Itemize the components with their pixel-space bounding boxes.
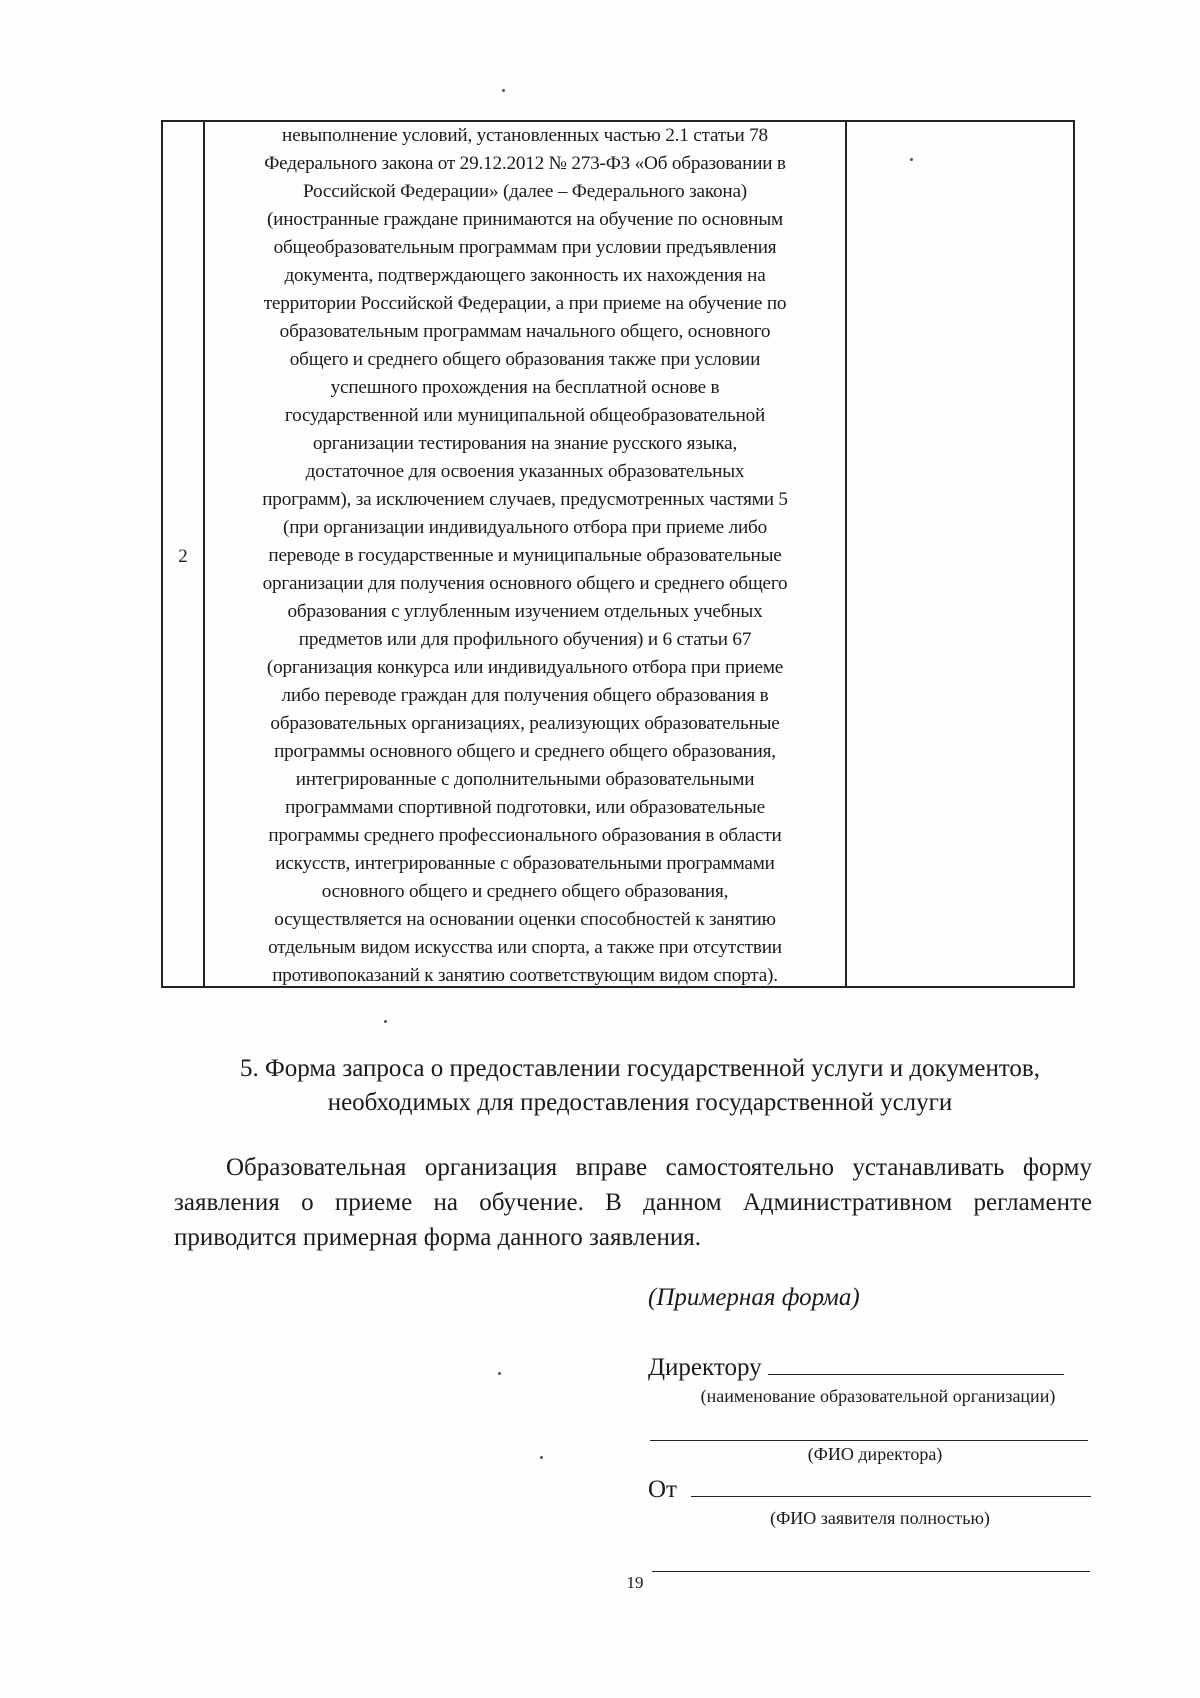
condition-text-line: (при организации индивидуального отбора при приеме либо: [283, 517, 767, 538]
from-line: [648, 1476, 1091, 1504]
condition-text-line: организации для получения основного общего и среднего общего: [262, 573, 788, 594]
condition-text-line: отдельным видом искусства или спорта, а также при отсутствии: [268, 937, 782, 958]
condition-text-line: успешного прохождения на бесплатной основе в: [330, 377, 720, 398]
from-label: От: [648, 1476, 677, 1503]
row-number-cell: [163, 122, 205, 986]
scan-speck: [540, 1456, 543, 1459]
section-paragraph: Образовательная организация вправе самостоятельно устанавливать форму заявления о приеме на обучение. В данном Административном регламенте приводится примерная форма данного заявления.: [174, 1154, 1092, 1251]
condition-text-line: образовательным программам начального общего, основного: [279, 321, 771, 342]
condition-text-line: (иностранные граждане принимаются на обучение по основным: [266, 209, 783, 230]
scan-speck: [910, 158, 913, 161]
condition-text-line: программы основного общего и среднего общего образования,: [274, 741, 776, 762]
director-fio-blank[interactable]: [650, 1440, 1088, 1441]
condition-text-line: основного общего и среднего общего образования,: [321, 881, 729, 902]
condition-text-line: либо переводе граждан для получения общего образования в: [281, 685, 769, 706]
condition-text-line: (организация конкурса или индивидуального отбора при приеме: [266, 657, 784, 678]
director-fio-hint: (ФИО директора): [807, 1444, 943, 1464]
condition-text-line: государственной или муниципальной общеобразовательной: [284, 405, 766, 426]
applicant-extra-blank[interactable]: [652, 1571, 1090, 1572]
condition-text-line: программами спортивной подготовки, или образовательные: [285, 797, 765, 818]
condition-text-line: общеобразовательным программам при условии предъявления: [273, 237, 777, 258]
org-hint: (наименование образовательной организации): [700, 1386, 1056, 1406]
empty-cell: [847, 122, 1073, 986]
condition-text-line: территории Российской Федерации, а при приеме на обучение по: [263, 293, 787, 314]
condition-text-line: противопоказаний к занятию соответствующим видом спорта).: [272, 965, 778, 986]
applicant-fio-blank[interactable]: [691, 1476, 1091, 1497]
director-line: [648, 1354, 1064, 1382]
section-heading-line-1: 5. Форма запроса о предоставлении государственной услуги и документов,: [240, 1055, 1040, 1082]
condition-text-cell: [205, 122, 847, 986]
section-heading-line-2: необходимых для предоставления государственной услуги: [327, 1089, 953, 1116]
condition-text-line: переводе в государственные и муниципальные образовательные: [268, 545, 782, 566]
condition-text-line: осуществляется на основании оценки способностей к занятию: [274, 909, 776, 930]
condition-text-line: Российской Федерации» (далее – Федерального закона): [303, 181, 747, 202]
scan-speck: [498, 1372, 501, 1375]
row-number: 2: [178, 546, 188, 567]
condition-text-line: образовательных организациях, реализующих образовательные: [270, 713, 780, 734]
condition-text: [205, 122, 845, 990]
condition-text-line: невыполнение условий, установленных частью 2.1 статьи 78: [282, 125, 768, 146]
director-label: Директору: [648, 1354, 762, 1381]
condition-text-line: общего и среднего общего образования также при условии: [289, 349, 761, 370]
scan-speck: [502, 89, 505, 92]
page-number: 19: [626, 1573, 644, 1592]
condition-text-line: организации тестирования на знание русского языка,: [312, 433, 738, 454]
condition-text-line: достаточное для освоения указанных образовательных: [305, 461, 745, 482]
form-caption: (Примерная форма): [648, 1284, 860, 1311]
section-heading: [180, 1052, 1100, 1120]
condition-text-line: Федерального закона от 29.12.2012 № 273-ФЗ «Об образовании в: [264, 153, 786, 174]
applicant-fio-hint: (ФИО заявителя полностью): [770, 1508, 990, 1528]
condition-text-line: интегрированные с дополнительными образовательными: [295, 769, 755, 790]
condition-text-line: программ), за исключением случаев, предусмотренных частями 5: [262, 489, 788, 510]
scan-speck: [384, 1020, 387, 1023]
director-org-blank[interactable]: [768, 1354, 1064, 1375]
condition-text-line: образования с углубленным изучением отдельных учебных: [287, 601, 763, 622]
condition-text-line: искусств, интегрированные с образовательными программами: [275, 853, 775, 874]
condition-text-line: предметов или для профильного обучения) и 6 статьи 67: [298, 629, 752, 650]
condition-text-line: документа, подтверждающего законность их нахождения на: [284, 265, 766, 286]
condition-text-line: программы среднего профессионального образования в области: [268, 825, 782, 846]
requirements-table: [161, 120, 1075, 988]
